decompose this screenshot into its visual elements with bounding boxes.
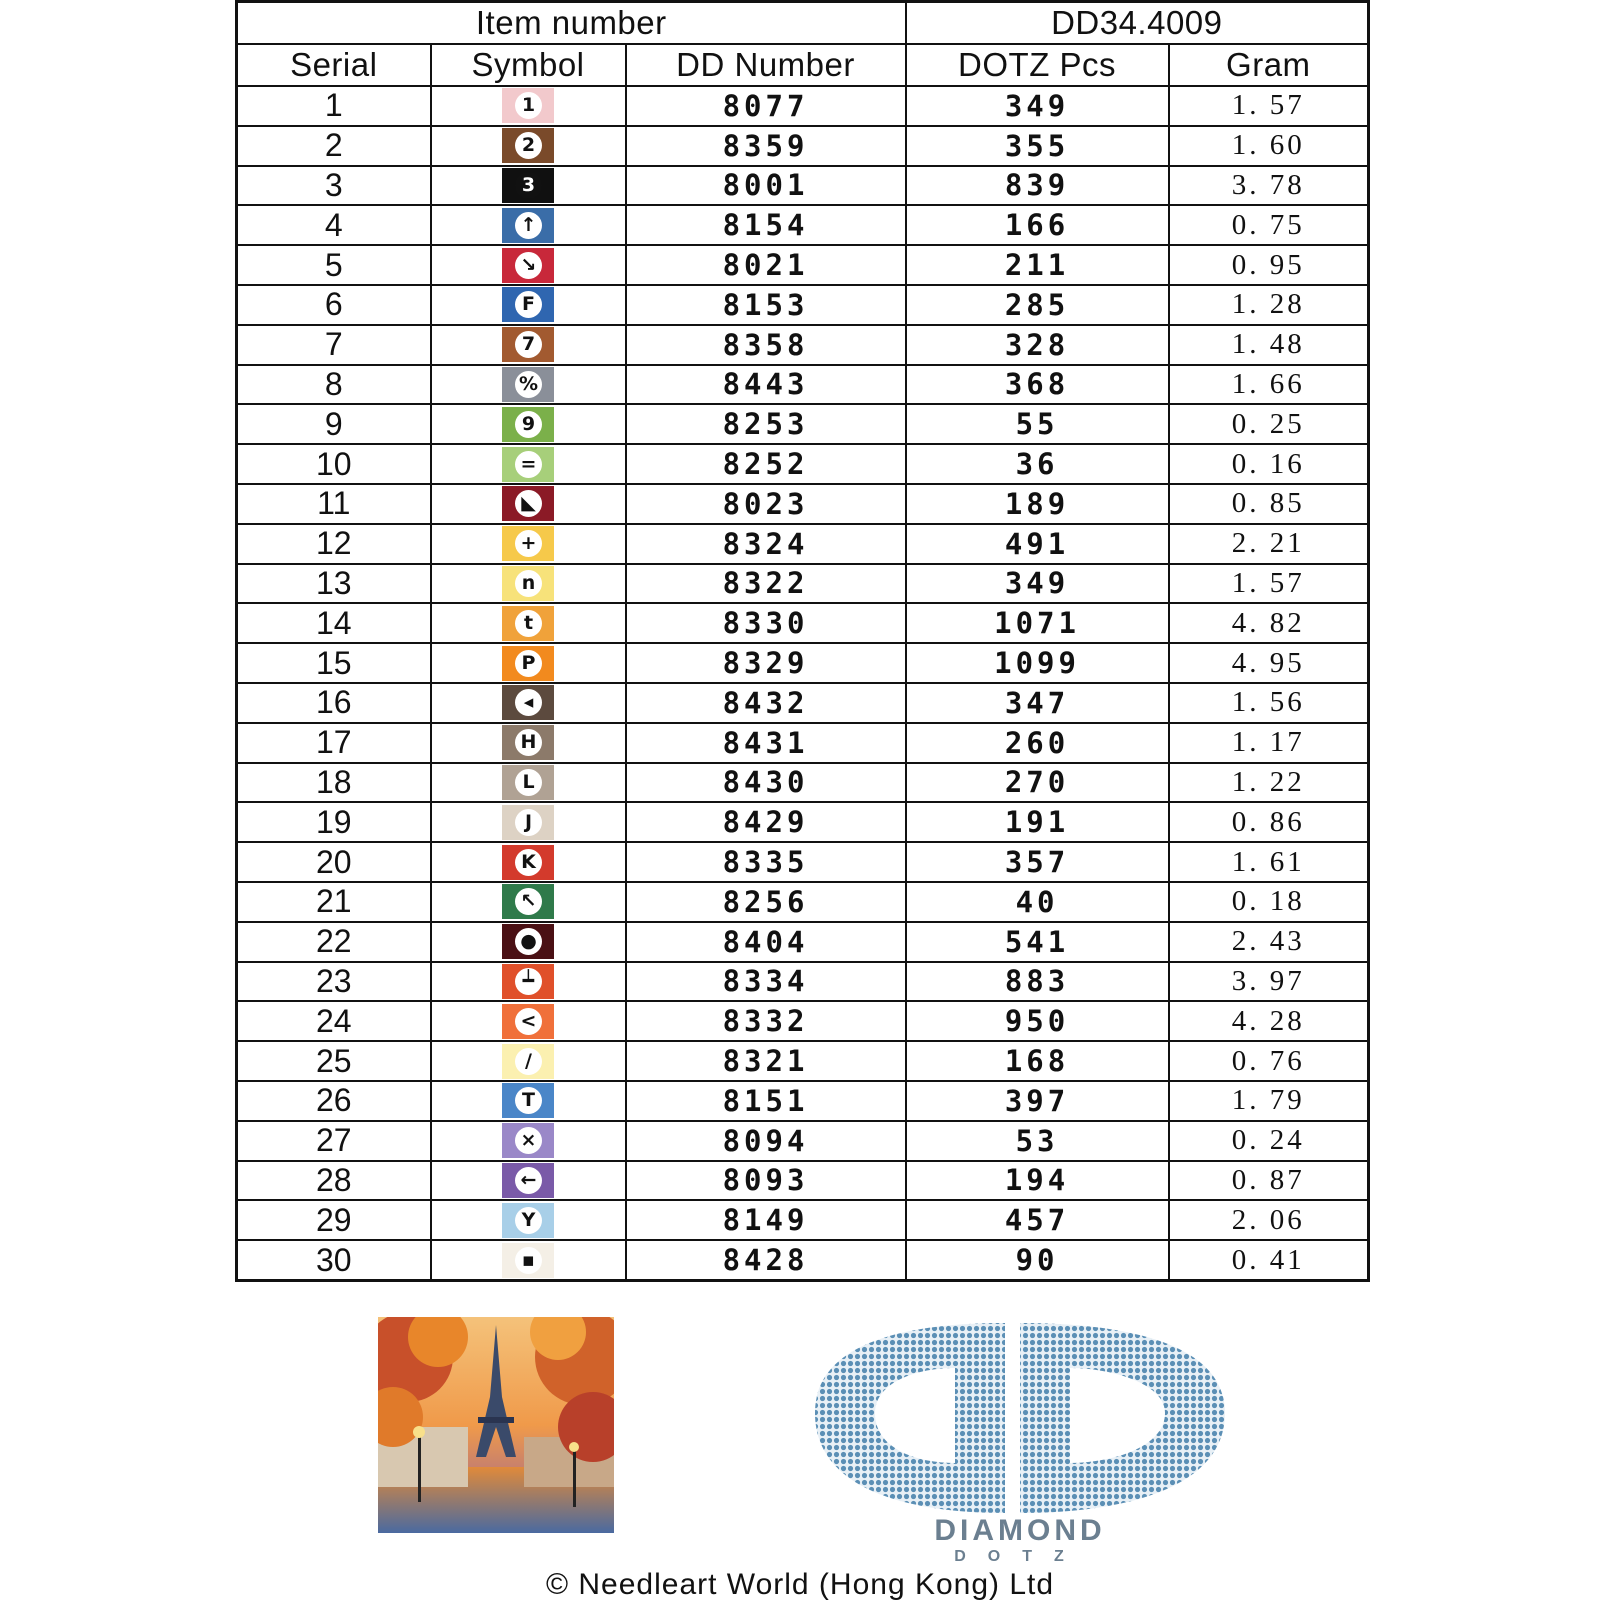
table-row <box>237 842 1369 882</box>
gram-cell: 1. 61 <box>1169 842 1369 882</box>
serial-cell: 25 <box>237 1041 431 1081</box>
color-chart-table <box>235 0 1370 1282</box>
symbol-cell <box>431 1041 626 1081</box>
gram-cell: 1. 57 <box>1169 86 1369 126</box>
dd-number-cell: 8329 <box>626 643 906 683</box>
table-row <box>237 1200 1369 1240</box>
dotz-pcs-cell: 270 <box>906 763 1169 803</box>
serial-cell: 16 <box>237 683 431 723</box>
symbol-cell <box>431 126 626 166</box>
gram-cell: 0. 87 <box>1169 1161 1369 1201</box>
color-swatch <box>502 1044 554 1079</box>
dd-number-cell: 8429 <box>626 802 906 842</box>
serial-cell: 20 <box>237 842 431 882</box>
symbol-glyph: P <box>515 650 542 677</box>
dd-number-cell: 8330 <box>626 603 906 643</box>
table-row <box>237 245 1369 285</box>
symbol-glyph: 1 <box>515 92 542 119</box>
dd-number-cell: 8252 <box>626 444 906 484</box>
dd-number-cell: 8256 <box>626 882 906 922</box>
gram-cell: 0. 16 <box>1169 444 1369 484</box>
dotz-pcs-cell: 1071 <box>906 603 1169 643</box>
symbol-glyph: ▪ <box>515 1247 542 1274</box>
dd-number-cell: 8404 <box>626 922 906 962</box>
symbol-glyph: ↖ <box>515 888 542 915</box>
symbol-cell <box>431 86 626 126</box>
serial-cell: 1 <box>237 86 431 126</box>
dd-number-cell: 8334 <box>626 962 906 1002</box>
dd-number-cell: 8001 <box>626 166 906 206</box>
symbol-cell <box>431 1240 626 1280</box>
table-row <box>237 1161 1369 1201</box>
symbol-glyph: t <box>515 610 542 637</box>
color-swatch <box>502 646 554 681</box>
serial-cell: 21 <box>237 882 431 922</box>
symbol-glyph: ↘ <box>515 252 542 279</box>
table-row <box>237 86 1369 126</box>
symbol-cell <box>431 603 626 643</box>
dd-number-cell: 8023 <box>626 484 906 524</box>
column-header-dotz-pcs: DOTZ Pcs <box>906 44 1169 86</box>
dd-number-cell: 8322 <box>626 564 906 604</box>
serial-cell: 22 <box>237 922 431 962</box>
serial-cell: 12 <box>237 524 431 564</box>
dotz-pcs-cell: 194 <box>906 1161 1169 1201</box>
serial-cell: 28 <box>237 1161 431 1201</box>
symbol-glyph: F <box>515 291 542 318</box>
gram-cell: 2. 21 <box>1169 524 1369 564</box>
serial-cell: 24 <box>237 1001 431 1041</box>
serial-cell: 6 <box>237 285 431 325</box>
table-row <box>237 1001 1369 1041</box>
column-header-gram: Gram <box>1169 44 1369 86</box>
symbol-cell <box>431 444 626 484</box>
table-row <box>237 205 1369 245</box>
serial-cell: 17 <box>237 723 431 763</box>
table-row <box>237 404 1369 444</box>
table-row <box>237 763 1369 803</box>
dd-number-cell: 8154 <box>626 205 906 245</box>
dd-number-cell: 8431 <box>626 723 906 763</box>
table-row <box>237 922 1369 962</box>
column-header-serial: Serial <box>237 44 431 86</box>
dd-number-cell: 8430 <box>626 763 906 803</box>
dotz-pcs-cell: 53 <box>906 1121 1169 1161</box>
dd-number-cell: 8428 <box>626 1240 906 1280</box>
column-header-symbol: Symbol <box>431 44 626 86</box>
gram-cell: 1. 57 <box>1169 564 1369 604</box>
symbol-glyph: 2 <box>515 132 542 159</box>
gram-cell: 0. 95 <box>1169 245 1369 285</box>
color-swatch <box>502 805 554 840</box>
dotz-pcs-cell: 189 <box>906 484 1169 524</box>
dotz-pcs-cell: 349 <box>906 564 1169 604</box>
gram-cell: 1. 56 <box>1169 683 1369 723</box>
dotz-pcs-cell: 355 <box>906 126 1169 166</box>
serial-cell: 23 <box>237 962 431 1002</box>
color-swatch <box>502 1163 554 1198</box>
dotz-pcs-cell: 55 <box>906 404 1169 444</box>
color-swatch <box>502 526 554 561</box>
color-swatch <box>502 248 554 283</box>
color-swatch <box>502 1203 554 1238</box>
dotz-pcs-cell: 357 <box>906 842 1169 882</box>
symbol-glyph: ◣ <box>515 490 542 517</box>
serial-cell: 19 <box>237 802 431 842</box>
logo-brand-text: DIAMOND <box>934 1514 1106 1547</box>
serial-cell: 18 <box>237 763 431 803</box>
color-swatch <box>502 447 554 482</box>
dotz-pcs-cell: 883 <box>906 962 1169 1002</box>
gram-cell: 1. 48 <box>1169 325 1369 365</box>
symbol-cell <box>431 245 626 285</box>
symbol-cell <box>431 365 626 405</box>
dotz-pcs-cell: 40 <box>906 882 1169 922</box>
dotz-pcs-cell: 285 <box>906 285 1169 325</box>
serial-cell: 27 <box>237 1121 431 1161</box>
color-swatch <box>502 845 554 880</box>
color-swatch <box>502 685 554 720</box>
symbol-cell <box>431 325 626 365</box>
symbol-cell <box>431 643 626 683</box>
dotz-pcs-cell: 191 <box>906 802 1169 842</box>
gram-cell: 1. 66 <box>1169 365 1369 405</box>
dotz-pcs-cell: 397 <box>906 1081 1169 1121</box>
gram-cell: 0. 18 <box>1169 882 1369 922</box>
symbol-glyph: < <box>515 1008 542 1035</box>
serial-cell: 29 <box>237 1200 431 1240</box>
serial-cell: 13 <box>237 564 431 604</box>
symbol-cell <box>431 205 626 245</box>
symbol-cell <box>431 404 626 444</box>
serial-cell: 8 <box>237 365 431 405</box>
color-swatch <box>502 765 554 800</box>
color-swatch <box>502 606 554 641</box>
gram-cell: 4. 95 <box>1169 643 1369 683</box>
item-number-value: DD34.4009 <box>906 2 1369 45</box>
symbol-cell <box>431 962 626 1002</box>
item-number-label: Item number <box>237 2 906 45</box>
symbol-cell <box>431 723 626 763</box>
gram-cell: 2. 06 <box>1169 1200 1369 1240</box>
symbol-cell <box>431 285 626 325</box>
symbol-glyph: ◂ <box>515 689 542 716</box>
color-swatch <box>502 1004 554 1039</box>
dd-number-cell: 8359 <box>626 126 906 166</box>
dotz-pcs-cell: 168 <box>906 1041 1169 1081</box>
symbol-cell <box>431 1081 626 1121</box>
dotz-pcs-cell: 1099 <box>906 643 1169 683</box>
table-row <box>237 723 1369 763</box>
table-row <box>237 325 1369 365</box>
table-row <box>237 1240 1369 1280</box>
table-row <box>237 603 1369 643</box>
gram-cell: 1. 22 <box>1169 763 1369 803</box>
dotz-pcs-cell: 491 <box>906 524 1169 564</box>
item-number-row <box>237 2 1369 45</box>
symbol-glyph: ↑ <box>515 212 542 239</box>
symbol-glyph: + <box>515 530 542 557</box>
symbol-cell <box>431 564 626 604</box>
serial-cell: 11 <box>237 484 431 524</box>
table-row <box>237 444 1369 484</box>
dd-number-cell: 8335 <box>626 842 906 882</box>
gram-cell: 4. 82 <box>1169 603 1369 643</box>
table-row <box>237 166 1369 206</box>
artwork-thumbnail <box>378 1317 614 1533</box>
gram-cell: 0. 76 <box>1169 1041 1369 1081</box>
dd-logo-icon <box>805 1318 1235 1563</box>
symbol-cell <box>431 484 626 524</box>
serial-cell: 14 <box>237 603 431 643</box>
symbol-cell <box>431 882 626 922</box>
gram-cell: 0. 24 <box>1169 1121 1369 1161</box>
serial-cell: 26 <box>237 1081 431 1121</box>
table-row <box>237 1041 1369 1081</box>
dd-number-cell: 8021 <box>626 245 906 285</box>
color-swatch <box>502 964 554 999</box>
diamond-dotz-logo <box>805 1318 1235 1563</box>
color-swatch <box>502 1123 554 1158</box>
symbol-cell <box>431 763 626 803</box>
gram-cell: 0. 86 <box>1169 802 1369 842</box>
dotz-pcs-cell: 260 <box>906 723 1169 763</box>
table-row <box>237 1081 1369 1121</box>
dd-number-cell: 8149 <box>626 1200 906 1240</box>
table-row <box>237 683 1369 723</box>
symbol-cell <box>431 1161 626 1201</box>
color-swatch <box>502 1083 554 1118</box>
dotz-pcs-cell: 90 <box>906 1240 1169 1280</box>
symbol-cell <box>431 1121 626 1161</box>
dd-number-cell: 8093 <box>626 1161 906 1201</box>
gram-cell: 4. 28 <box>1169 1001 1369 1041</box>
color-swatch <box>502 924 554 959</box>
symbol-glyph: / <box>515 1048 542 1075</box>
gram-cell: 2. 43 <box>1169 922 1369 962</box>
serial-cell: 30 <box>237 1240 431 1280</box>
dd-number-cell: 8358 <box>626 325 906 365</box>
serial-cell: 2 <box>237 126 431 166</box>
gram-cell: 1. 60 <box>1169 126 1369 166</box>
color-swatch <box>502 208 554 243</box>
symbol-glyph: ┷ <box>515 968 542 995</box>
color-swatch <box>502 327 554 362</box>
serial-cell: 7 <box>237 325 431 365</box>
serial-cell: 5 <box>237 245 431 285</box>
color-swatch <box>502 1243 554 1278</box>
logo-sub-text: DOTZ <box>954 1548 1086 1563</box>
color-swatch <box>502 486 554 521</box>
dotz-pcs-cell: 349 <box>906 86 1169 126</box>
gram-cell: 0. 75 <box>1169 205 1369 245</box>
symbol-cell <box>431 922 626 962</box>
dd-number-cell: 8153 <box>626 285 906 325</box>
dotz-pcs-cell: 839 <box>906 166 1169 206</box>
color-swatch <box>502 407 554 442</box>
color-chart-sheet <box>235 0 1367 1282</box>
dd-number-cell: 8332 <box>626 1001 906 1041</box>
symbol-glyph: H <box>515 729 542 756</box>
gram-cell: 0. 25 <box>1169 404 1369 444</box>
symbol-glyph: T <box>515 1087 542 1114</box>
gram-cell: 3. 78 <box>1169 166 1369 206</box>
symbol-cell <box>431 524 626 564</box>
dd-number-cell: 8151 <box>626 1081 906 1121</box>
symbol-glyph: = <box>515 451 542 478</box>
serial-cell: 9 <box>237 404 431 444</box>
symbol-glyph: ● <box>515 928 542 955</box>
dotz-pcs-cell: 347 <box>906 683 1169 723</box>
column-header-row <box>237 44 1369 86</box>
symbol-glyph: 3 <box>515 172 542 199</box>
dd-number-cell: 8077 <box>626 86 906 126</box>
table-row <box>237 365 1369 405</box>
color-swatch <box>502 367 554 402</box>
table-row <box>237 962 1369 1002</box>
symbol-glyph: J <box>515 809 542 836</box>
gram-cell: 1. 28 <box>1169 285 1369 325</box>
table-row <box>237 643 1369 683</box>
symbol-cell <box>431 683 626 723</box>
symbol-glyph: Y <box>515 1207 542 1234</box>
dd-number-cell: 8324 <box>626 524 906 564</box>
dd-number-cell: 8321 <box>626 1041 906 1081</box>
color-swatch <box>502 88 554 123</box>
dotz-pcs-cell: 328 <box>906 325 1169 365</box>
symbol-cell <box>431 842 626 882</box>
table-row <box>237 564 1369 604</box>
gram-cell: 3. 97 <box>1169 962 1369 1002</box>
symbol-glyph: n <box>515 570 542 597</box>
color-swatch <box>502 884 554 919</box>
symbol-cell <box>431 1200 626 1240</box>
dd-number-cell: 8094 <box>626 1121 906 1161</box>
symbol-cell <box>431 1001 626 1041</box>
dotz-pcs-cell: 541 <box>906 922 1169 962</box>
symbol-glyph: % <box>515 371 542 398</box>
color-swatch <box>502 287 554 322</box>
table-row <box>237 882 1369 922</box>
color-swatch <box>502 725 554 760</box>
dd-number-cell: 8432 <box>626 683 906 723</box>
gram-cell: 0. 85 <box>1169 484 1369 524</box>
eiffel-tower-autumn-image <box>378 1317 614 1533</box>
symbol-glyph: 7 <box>515 331 542 358</box>
table-row <box>237 285 1369 325</box>
table-row <box>237 484 1369 524</box>
gram-cell: 0. 41 <box>1169 1240 1369 1280</box>
dotz-pcs-cell: 211 <box>906 245 1169 285</box>
table-row <box>237 1121 1369 1161</box>
color-swatch <box>502 566 554 601</box>
serial-cell: 3 <box>237 166 431 206</box>
symbol-glyph: K <box>515 849 542 876</box>
serial-cell: 4 <box>237 205 431 245</box>
color-swatch <box>502 128 554 163</box>
symbol-glyph: × <box>515 1127 542 1154</box>
symbol-cell <box>431 802 626 842</box>
column-header-dd-number: DD Number <box>626 44 906 86</box>
table-row <box>237 126 1369 166</box>
dd-number-cell: 8253 <box>626 404 906 444</box>
color-swatch <box>502 168 554 203</box>
serial-cell: 10 <box>237 444 431 484</box>
dotz-pcs-cell: 368 <box>906 365 1169 405</box>
dotz-pcs-cell: 36 <box>906 444 1169 484</box>
table-row <box>237 802 1369 842</box>
symbol-glyph: ← <box>515 1167 542 1194</box>
chart-rows <box>237 86 1369 1280</box>
symbol-glyph: 9 <box>515 411 542 438</box>
serial-cell: 15 <box>237 643 431 683</box>
dd-number-cell: 8443 <box>626 365 906 405</box>
dotz-pcs-cell: 950 <box>906 1001 1169 1041</box>
gram-cell: 1. 17 <box>1169 723 1369 763</box>
dotz-pcs-cell: 457 <box>906 1200 1169 1240</box>
copyright-footer: © Needleart World (Hong Kong) Ltd <box>545 1568 1055 1601</box>
gram-cell: 1. 79 <box>1169 1081 1369 1121</box>
symbol-glyph: L <box>515 769 542 796</box>
symbol-cell <box>431 166 626 206</box>
table-row <box>237 524 1369 564</box>
dotz-pcs-cell: 166 <box>906 205 1169 245</box>
